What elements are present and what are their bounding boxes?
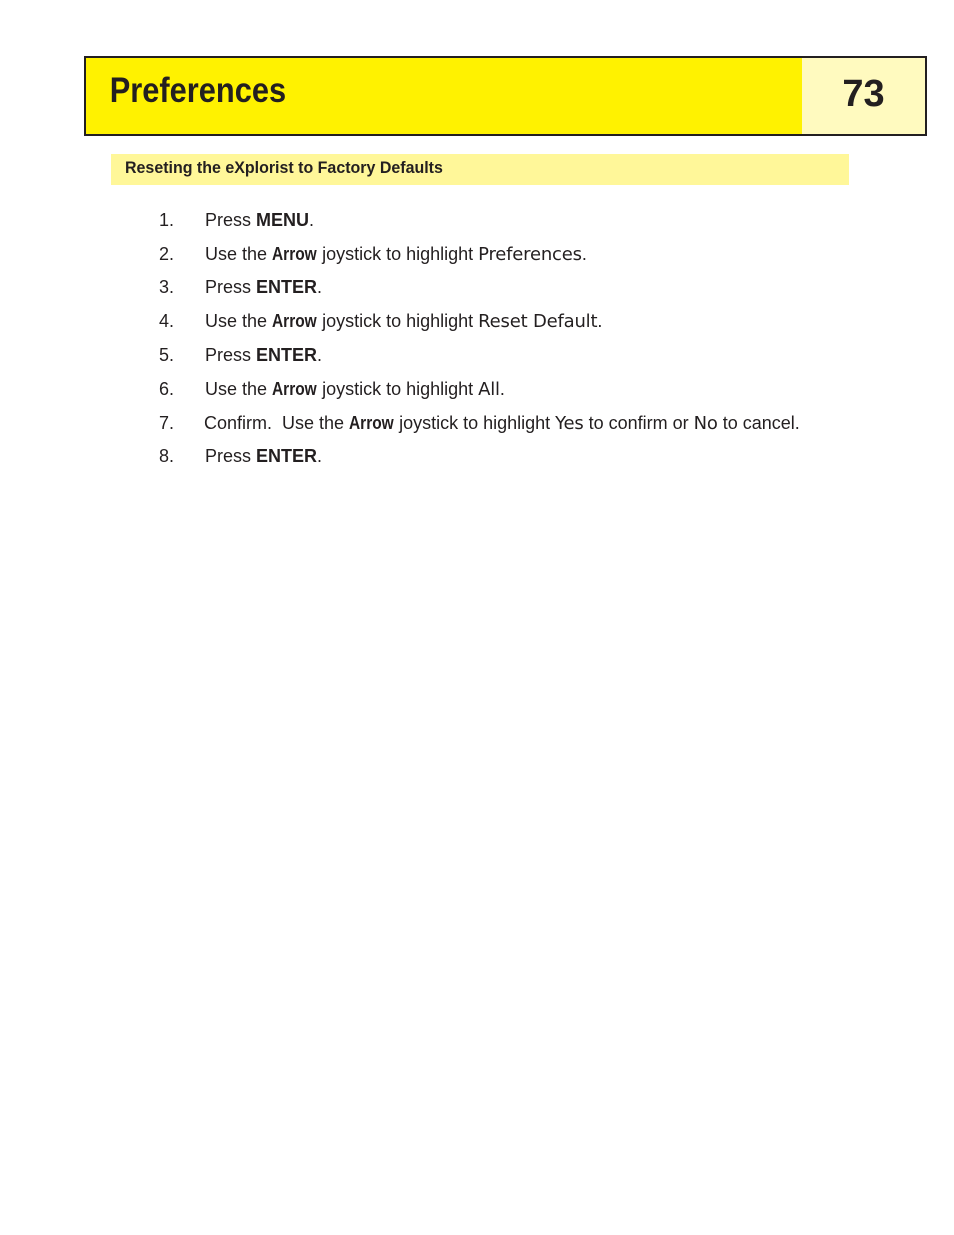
key-name: ENTER <box>256 345 318 365</box>
list-item <box>0 270 954 304</box>
step-number: 7. <box>159 413 175 433</box>
step-number: 4. <box>159 311 175 331</box>
key-name: Arrow <box>272 379 317 399</box>
step-text: Press MENU. <box>205 210 315 230</box>
key-name: Arrow <box>349 413 394 433</box>
screen-option: All <box>478 379 500 400</box>
list-item <box>0 338 954 372</box>
page-header <box>84 56 927 136</box>
step-number: 2. <box>159 244 175 264</box>
step-text: Press ENTER. <box>205 446 323 466</box>
list-item <box>0 203 954 237</box>
step-text: Press ENTER. <box>205 277 323 297</box>
step-text: Use the Arrow joystick to highlight Reset Default. <box>205 304 602 339</box>
screen-option: Preferences <box>478 244 582 265</box>
screen-option: No <box>693 413 718 434</box>
step-number: 1. <box>159 210 175 230</box>
step-text: Use the Arrow joystick to highlight Preferences. <box>205 237 587 272</box>
step-number: 6. <box>159 379 175 399</box>
step-number: 3. <box>159 277 175 297</box>
section-title: Reseting the eXplorist to Factory Defaults <box>125 158 443 177</box>
screen-option: Reset Default <box>478 311 598 332</box>
step-number: 5. <box>159 345 175 365</box>
step-number: 8. <box>159 446 175 466</box>
screen-option: Yes <box>555 413 584 434</box>
list-item <box>0 372 954 406</box>
step-text: Use the Arrow joystick to highlight All. <box>205 372 505 407</box>
section-heading-bar <box>111 154 849 185</box>
key-name: ENTER <box>256 277 318 297</box>
key-name: Arrow <box>272 244 317 264</box>
list-item <box>0 304 954 338</box>
key-name: Arrow <box>272 311 317 331</box>
page-number: 73 <box>802 58 925 134</box>
page-title: Preferences <box>109 71 287 110</box>
list-item <box>0 406 954 440</box>
key-name: MENU <box>256 210 310 230</box>
key-name: ENTER <box>256 446 318 466</box>
step-text: Confirm. Use the Arrow joystick to highlight Yes to confirm or No to cancel. <box>204 406 800 441</box>
list-item <box>0 237 954 271</box>
list-item <box>0 439 954 473</box>
step-text: Press ENTER. <box>205 345 323 365</box>
